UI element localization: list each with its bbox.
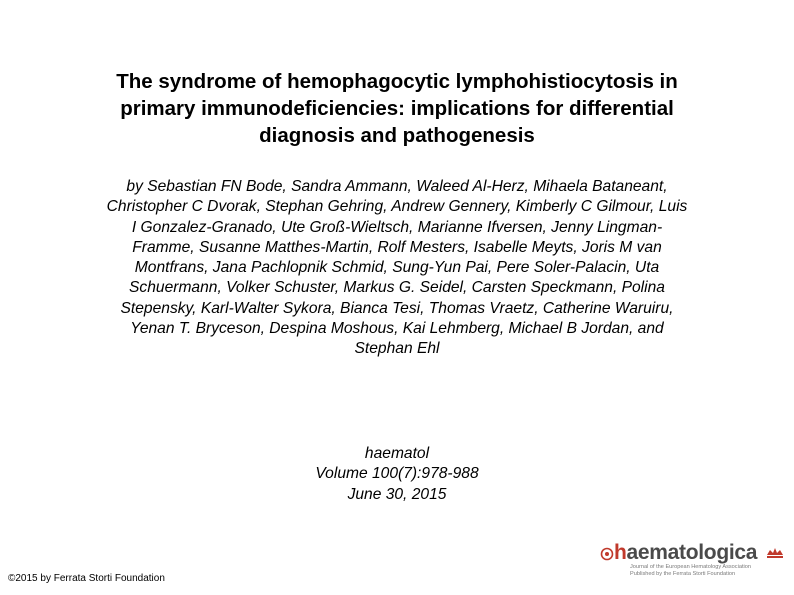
author-line: I Gonzalez-Granado, Ute Groß-Wieltsch, Marianne Ifversen, Jenny Lingman-: [131, 218, 663, 236]
journal-name: haematol: [364, 445, 430, 462]
copyright-notice: ©2015 by Ferrata Storti Foundation: [8, 573, 165, 584]
author-line: Schuermann, Volker Schuster, Markus G. Seidel, Carsten Speckmann, Polina: [129, 279, 665, 297]
citation-block: [197, 444, 597, 505]
title-line: primary immunodeficiencies: implications for differential: [120, 97, 674, 120]
logo-initial: h: [614, 541, 627, 564]
title-line: diagnosis and pathogenesis: [259, 124, 535, 147]
logo-wordmark: [614, 541, 757, 565]
journal-volume: Volume 100(7):978-988: [315, 465, 479, 483]
author-line: Montfrans, Jana Pachlopnik Schmid, Sung-Yun Pai, Pere Soler-Palacin, Uta: [134, 259, 660, 277]
article-title: [40, 68, 754, 149]
foundation-emblem-icon: [766, 546, 784, 560]
logo-mark-icon: [600, 547, 614, 561]
haematologica-logo: [600, 541, 786, 579]
author-line: Framme, Susanne Matthes-Martin, Rolf Mesters, Isabelle Meyts, Joris M van: [132, 238, 662, 256]
author-line: Stepensky, Karl-Walter Sykora, Bianca Tesi, Thomas Vraetz, Catherine Waruiru,: [120, 299, 674, 317]
publication-date: June 30, 2015: [347, 485, 447, 503]
logo-word-rest: aematologica: [626, 541, 758, 564]
title-line: The syndrome of hemophagocytic lymphohistiocytosis in: [116, 70, 678, 93]
author-line: Stephan Ehl: [354, 340, 440, 358]
logo-subtitle-line: Published by the Ferrata Storti Foundation: [630, 571, 736, 577]
author-line: by Sebastian FN Bode, Sandra Ammann, Waleed Al-Herz, Mihaela Bataneant,: [126, 178, 668, 195]
logo-subtitle: [630, 564, 751, 578]
author-list: [30, 177, 764, 360]
logo-subtitle-line: Journal of the European Hematology Association: [630, 564, 751, 570]
author-line: Yenan T. Bryceson, Despina Moshous, Kai Lehmberg, Michael B Jordan, and: [130, 320, 664, 338]
author-line: Christopher C Dvorak, Stephan Gehring, Andrew Gennery, Kimberly C Gilmour, Luis: [106, 198, 688, 216]
